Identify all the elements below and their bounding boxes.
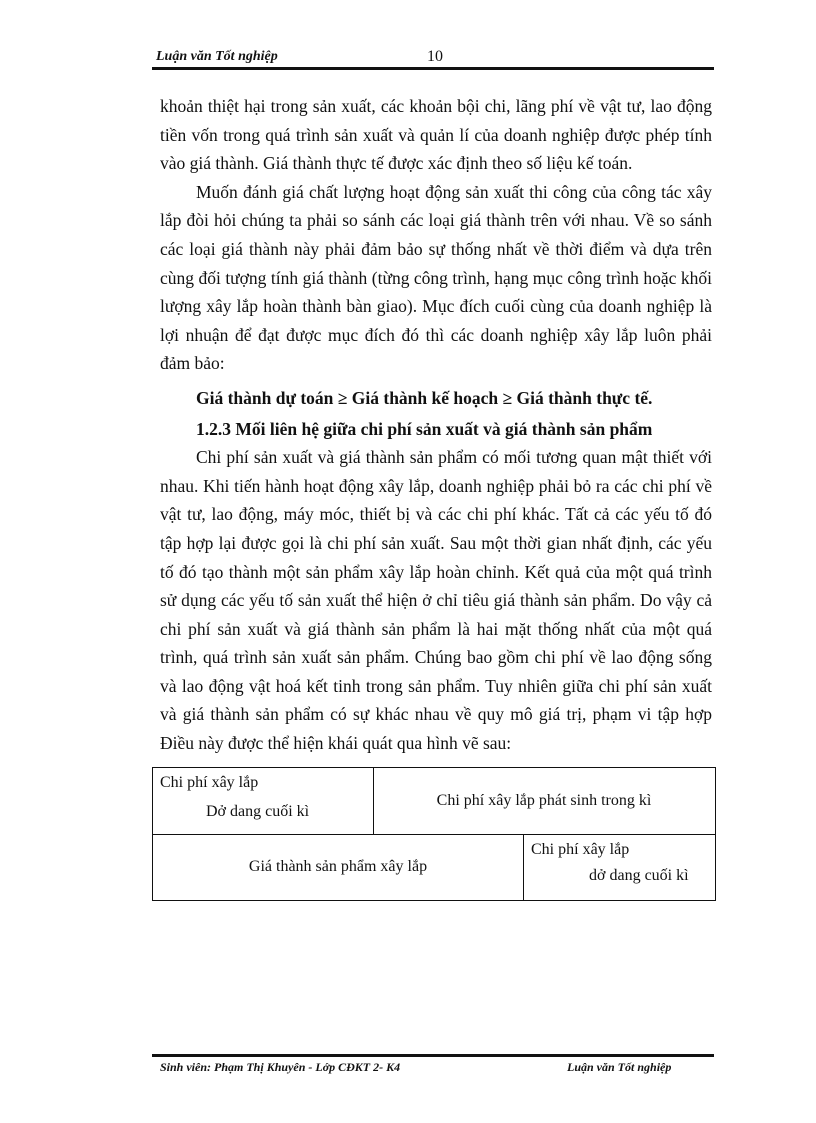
footer-divider bbox=[152, 1054, 714, 1057]
opening-wip-label: Chi phí xây lắp bbox=[160, 774, 259, 791]
header-divider bbox=[152, 67, 714, 70]
diagram-row-results bbox=[153, 834, 715, 900]
header-title: Luận văn Tốt nghiệp bbox=[156, 49, 278, 64]
incurred-cost-label: Chi phí xây lắp phát sinh trong kì bbox=[436, 792, 652, 809]
section-heading: 1.2.3 Mối liên hệ giữa chi phí sản xuất và giá thành sản phẩm bbox=[196, 418, 653, 439]
closing-wip-sublabel: dở dang cuối kì bbox=[589, 867, 689, 884]
closing-wip-label: Chi phí xây lắp bbox=[531, 841, 630, 858]
product-cost-cell bbox=[153, 834, 524, 900]
paragraph-3: Chi phí sản xuất và giá thành sản phẩm có mối tương quan mật thiết với nhau. Khi tiến hành hoạt động xây lắp, doanh nghiệp phải bỏ ra các chi phí về vật tư, lao động, máy móc, thiết bị và các chi phí khác. Tất cả các yếu tố đó tập hợp lại được gọi là chi phí sản xuất. Sau một thời gian nhất định, các yếu tố đó tạo thành một sản phẩm xây lắp hoàn chỉnh. Kết quả của một quá trình sử dụng các yếu tố sản xuất thể hiện ở chỉ tiêu giá thành sản phẩm. Do vậy cả chi phí sản xuất và giá thành sản phẩm là hai mặt thống nhất của một quá trình, quá trình sản xuất sản phẩm. Chúng bao gồm chi phí về lao động sống và lao động vật hoá kết tinh trong sản phẩm. Tuy nhiên giữa chi phí sản xuất và giá thành sản phẩm có sự khác nhau về quy mô giá trị, phạm vi tập hợp Điều này được thể hiện khái quát qua hình vẽ sau: bbox=[160, 447, 712, 754]
page-number: 10 bbox=[427, 48, 443, 65]
paragraph-2: Muốn đánh giá chất lượng hoạt động sản xuất thi công của công tác xây lắp đòi hỏi chúng ta phải so sánh các loại giá thành trên với nhau. Về so sánh các loại giá thành này phải đảm bảo sự thống nhất về thời điểm và dựa trên cùng đối tượng tính giá thành (từng công trình, hạng mục công trình hoặc khối lượng xây lắp hoàn thành bàn giao). Mục đích cuối cùng của doanh nghiệp là lợi nhuận để đạt được mục đích đó thì các doanh nghiệp xây lắp luôn phải đảm bảo: bbox=[160, 181, 712, 374]
opening-wip-sublabel: Dở dang cuối kì bbox=[206, 803, 310, 820]
incurred-cost-cell bbox=[373, 768, 715, 834]
cost-inequality: Giá thành dự toán ≥ Giá thành kế hoạch ≥ Giá thành thực tế. bbox=[196, 387, 653, 408]
cost-relationship-diagram bbox=[152, 767, 716, 901]
footer-title: Luận văn Tốt nghiệp bbox=[567, 1060, 672, 1074]
body-text bbox=[160, 92, 712, 758]
opening-wip-cell bbox=[153, 768, 374, 834]
footer-student: Sinh viên: Phạm Thị Khuyên - Lớp CĐKT 2- K4 bbox=[160, 1060, 401, 1074]
closing-wip-cell bbox=[523, 834, 715, 900]
product-cost-label: Giá thành sản phẩm xây lắp bbox=[248, 858, 428, 875]
diagram-row-costs bbox=[153, 768, 715, 835]
paragraph-1: khoản thiệt hại trong sản xuất, các khoản bội chi, lãng phí về vật tư, lao động tiền vốn trong quá trình sản xuất và quản lí của doanh nghiệp được phép tính vào giá thành. Giá thành thực tế được xác định theo số liệu kế toán. bbox=[160, 96, 712, 174]
